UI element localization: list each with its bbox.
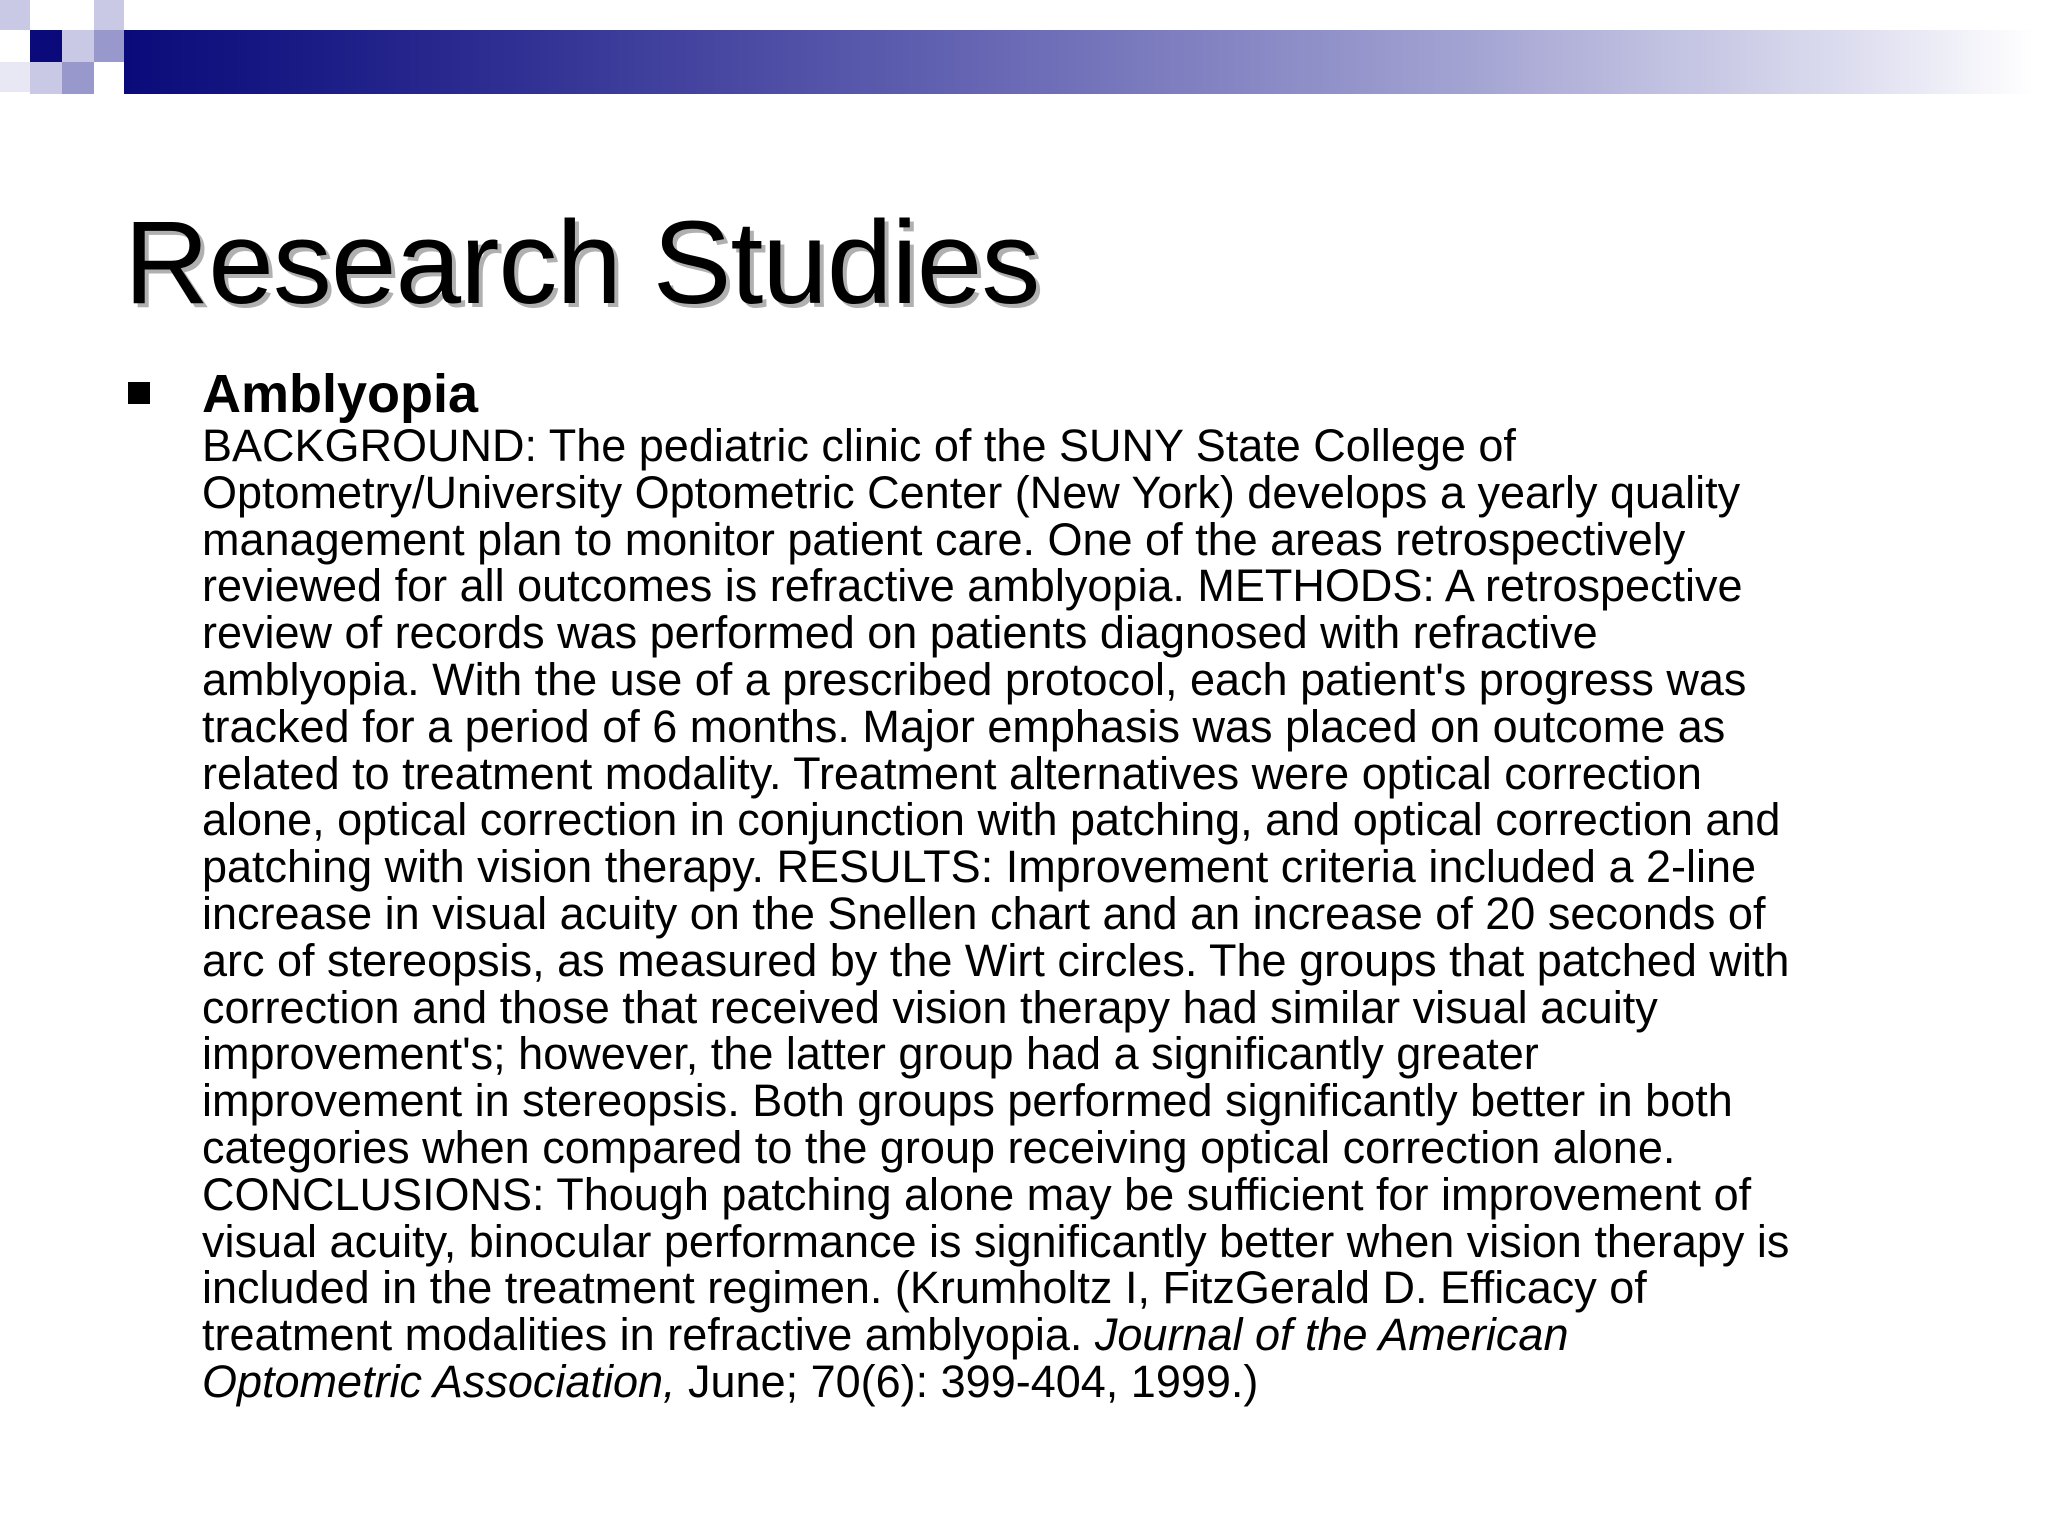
decor-square <box>0 62 30 92</box>
body-line: CONCLUSIONS: Though patching alone may be sufficient for improvement of <box>202 1168 1752 1220</box>
bullet-square-icon <box>128 382 150 404</box>
body-line: patching with vision therapy. RESULTS: Improvement criteria included a 2-line <box>202 841 1757 893</box>
slide-title: Research Studies <box>124 197 1040 329</box>
body-line: correction and those that received vision therapy had similar visual acuity <box>202 981 1658 1033</box>
body-line: improvement's; however, the latter group had a significantly greater <box>202 1028 1539 1080</box>
body-line: reviewed for all outcomes is refractive amblyopia. METHODS: A retrospective <box>202 560 1743 612</box>
decor-square <box>30 62 62 94</box>
body-line: improvement in stereopsis. Both groups performed significantly better in both <box>202 1075 1733 1127</box>
body-line: included in the treatment regimen. (Krumholtz I, FitzGerald D. Efficacy of <box>202 1262 1647 1314</box>
decor-square <box>94 30 124 62</box>
body-paragraph <box>202 420 1942 1407</box>
body-line: BACKGROUND: The pediatric clinic of the SUNY State College of <box>202 420 1516 471</box>
body-line: visual acuity, binocular performance is significantly better when vision therapy is <box>202 1215 1790 1267</box>
body-line: management plan to monitor patient care. One of the areas retrospectively <box>202 513 1686 565</box>
body-line: categories when compared to the group receiving optical correction alone. <box>202 1121 1676 1173</box>
decor-square <box>30 30 62 62</box>
body-line: amblyopia. With the use of a prescribed protocol, each patient's progress was <box>202 653 1747 705</box>
decor-square <box>62 30 94 62</box>
decor-square <box>0 0 30 30</box>
body-line: related to treatment modality. Treatment alternatives were optical correction <box>202 747 1702 799</box>
citation-text: June; 70(6): 399-404, 1999.) <box>675 1355 1259 1407</box>
decor-square <box>62 62 94 94</box>
bullet-heading: Amblyopia <box>202 364 479 424</box>
citation-text: treatment modalities in refractive amblyopia. <box>202 1309 1095 1361</box>
citation-line <box>202 1309 1942 1361</box>
body-line: arc of stereopsis, as measured by the Wirt circles. The groups that patched with <box>202 934 1790 986</box>
citation-line <box>202 1355 1942 1407</box>
body-line: increase in visual acuity on the Snellen chart and an increase of 20 seconds of <box>202 887 1766 939</box>
body-line: review of records was performed on patients diagnosed with refractive <box>202 607 1598 659</box>
body-line: tracked for a period of 6 months. Major emphasis was placed on outcome as <box>202 700 1726 752</box>
body-line: Optometry/University Optometric Center (New York) develops a yearly quality <box>202 466 1741 518</box>
body-line: alone, optical correction in conjunction with patching, and optical correction and <box>202 794 1781 846</box>
header-gradient-bar <box>124 30 2034 94</box>
journal-name: Journal of the American <box>1094 1309 1569 1361</box>
journal-name: Optometric Association, <box>202 1355 676 1407</box>
decor-square <box>94 0 124 30</box>
